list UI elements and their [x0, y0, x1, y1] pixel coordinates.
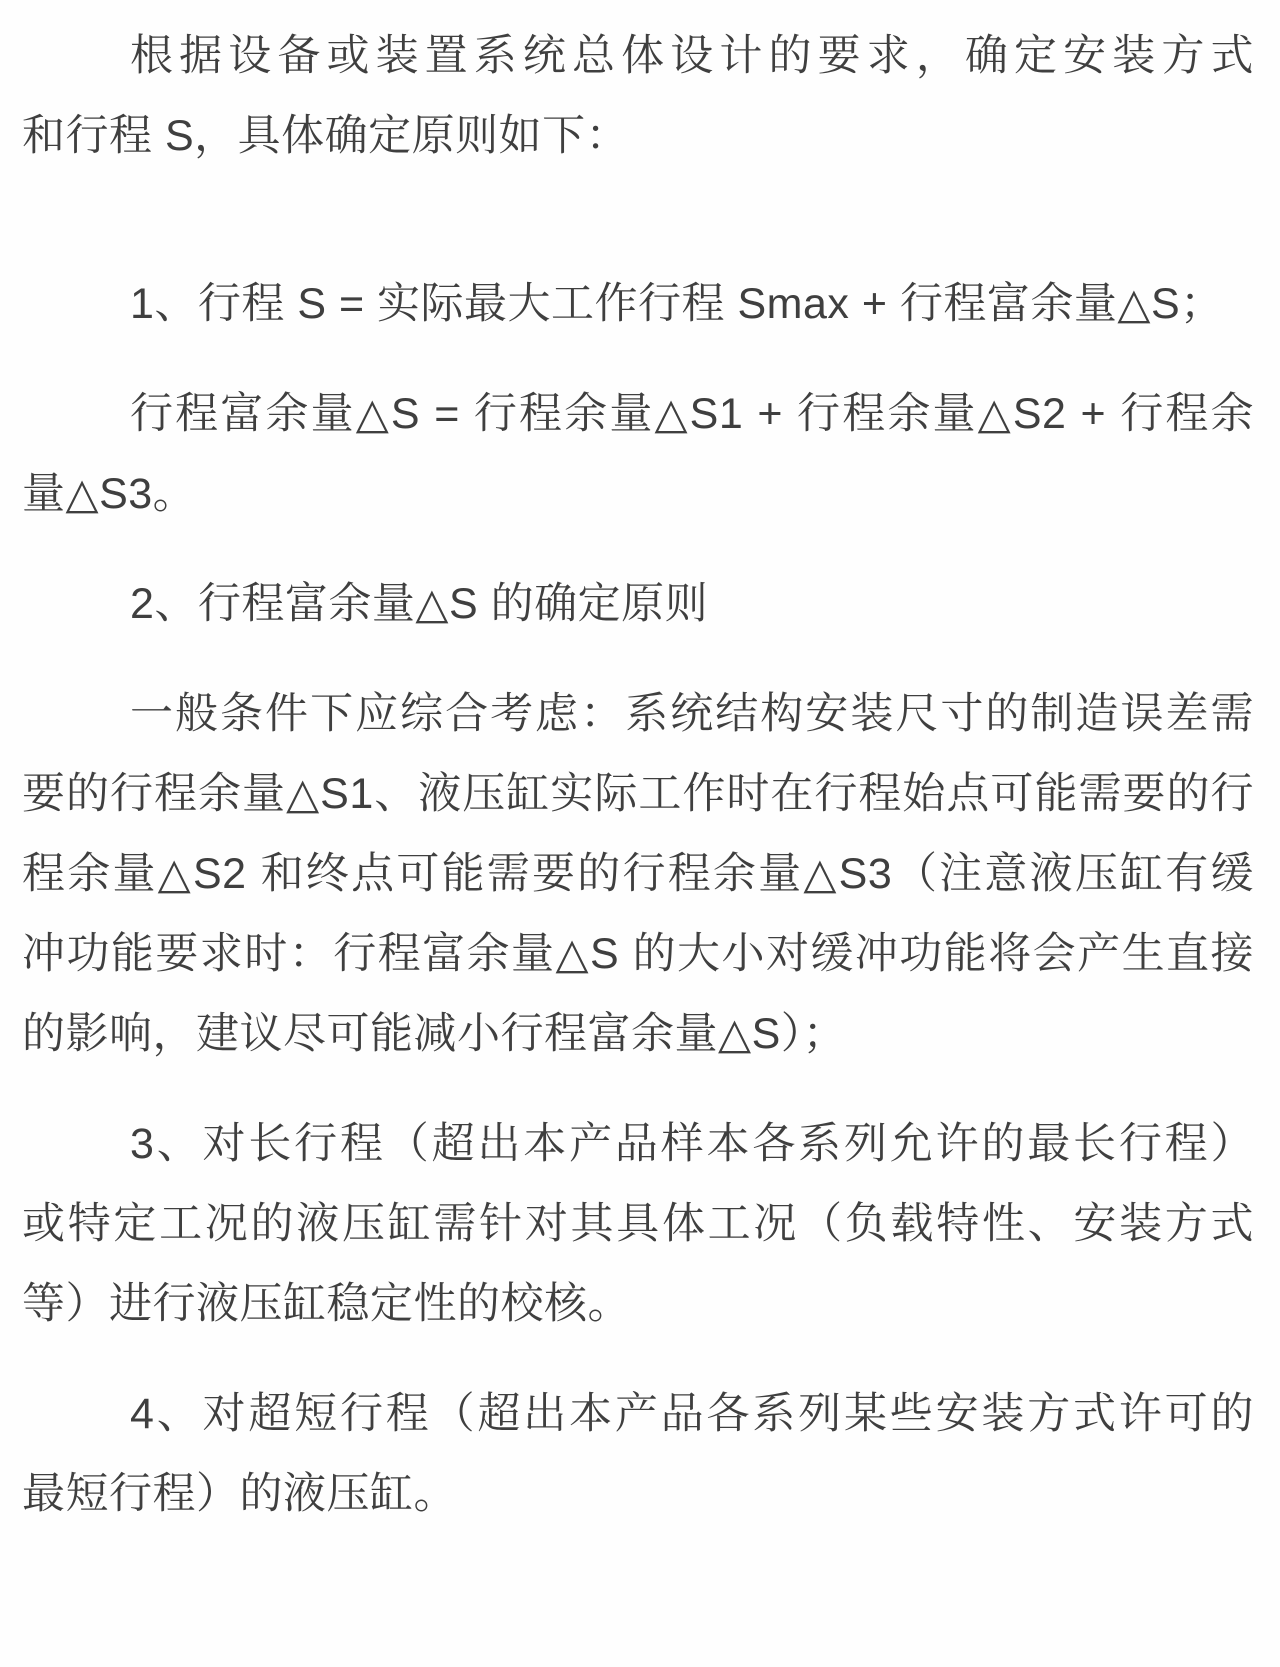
paragraph-line: 要的行程余量△S1、液压缸实际工作时在行程始点可能需要的行	[22, 770, 1254, 818]
paragraph-line: 量△S3。	[22, 470, 197, 518]
paragraph-line: 程余量△S2 和终点可能需要的行程余量△S3（注意液压缸有缓	[22, 850, 1254, 898]
paragraph-line: 等）进行液压缸稳定性的校核。	[22, 1280, 631, 1328]
paragraph-line: 冲功能要求时：行程富余量△S 的大小对缓冲功能将会产生直接	[22, 930, 1254, 978]
paragraph-formula	[22, 374, 1254, 534]
paragraph-line: 4、对超短行程（超出本产品各系列某些安装方式许可的	[130, 1390, 1254, 1438]
paragraph-line: 2、行程富余量△S 的确定原则	[130, 580, 709, 628]
paragraph-item-1	[22, 264, 1254, 344]
paragraph-line: 1、行程 S = 实际最大工作行程 Smax + 行程富余量△S；	[130, 280, 1224, 328]
paragraph-line: 和行程 S，具体确定原则如下：	[22, 112, 630, 160]
paragraph-line: 最短行程）的液压缸。	[22, 1470, 457, 1518]
paragraph-line: 一般条件下应综合考虑：系统结构安装尺寸的制造误差需	[130, 690, 1254, 738]
paragraph-line: 3、对长行程（超出本产品样本各系列允许的最长行程）	[130, 1120, 1254, 1168]
paragraph-item-3	[22, 1104, 1254, 1344]
paragraph-line: 的影响，建议尽可能减小行程富余量△S）；	[22, 1010, 847, 1058]
paragraph-item-4	[22, 1374, 1254, 1534]
paragraph-line: 行程富余量△S = 行程余量△S1 + 行程余量△S2 + 行程余	[130, 390, 1254, 438]
paragraph-line: 根据设备或装置系统总体设计的要求，确定安装方式	[130, 32, 1254, 80]
paragraph-item-2	[22, 564, 1254, 644]
paragraph-line: 或特定工况的液压缸需针对其具体工况（负载特性、安装方式	[22, 1200, 1254, 1248]
article-body	[22, 16, 1254, 1534]
paragraph-item-2-detail	[22, 674, 1254, 1074]
paragraph-intro	[22, 16, 1254, 176]
